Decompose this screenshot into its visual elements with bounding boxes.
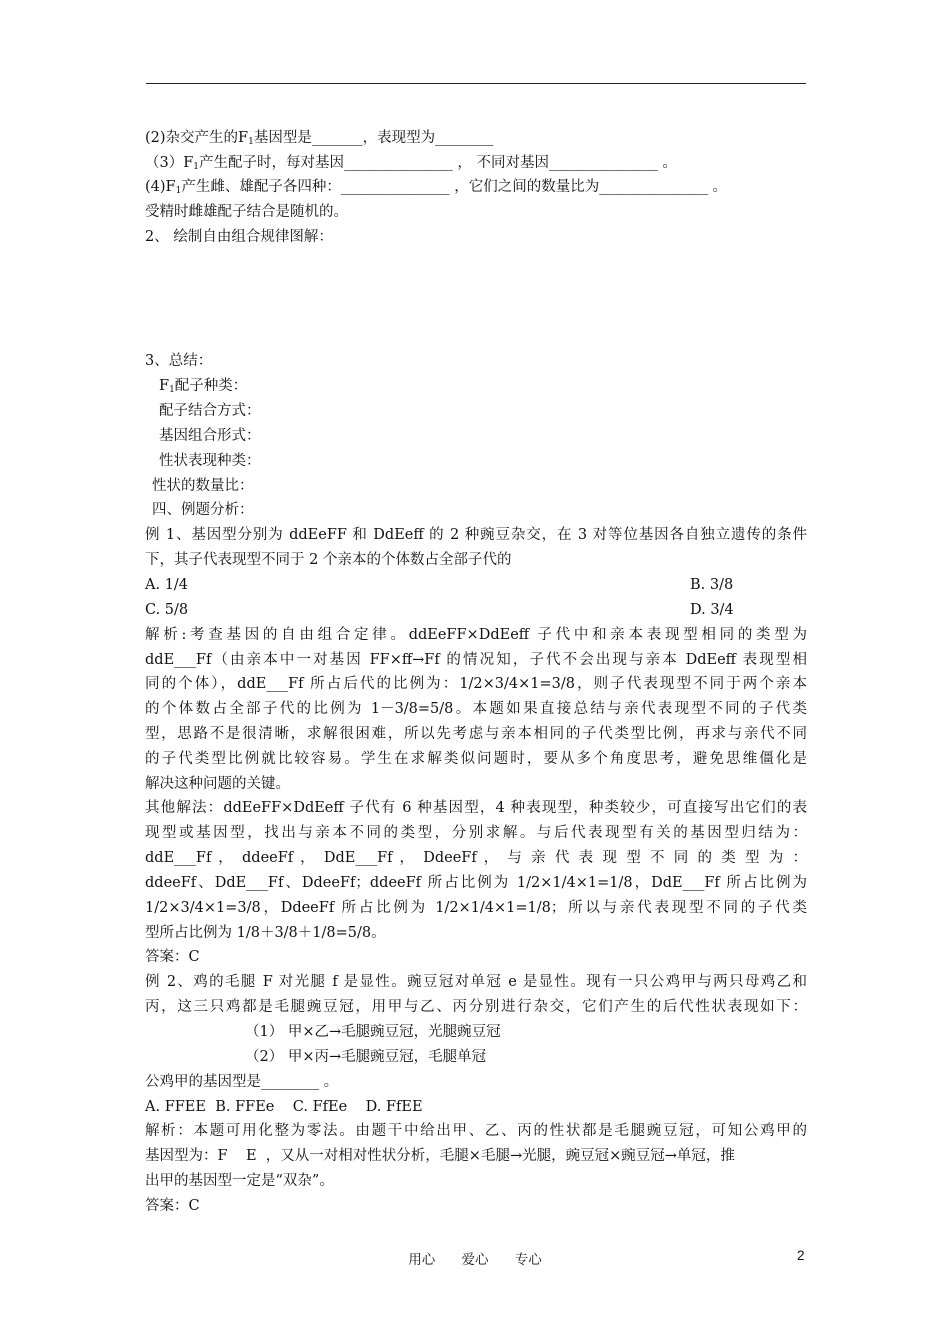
footer-word: 专心 [514,1252,542,1268]
analysis1-line4: 的个体数占全部子代的比例为 1－3/8=5/8。本题如果直接总结与亲代表现型不同的子代类 [145,701,807,717]
example2-question: 公鸡甲的基因型是________ 。 [145,1074,339,1090]
option-a: A. 1/4 [145,577,189,593]
summary-genotype-forms: 基因组合形式： [159,428,261,444]
other-method-line2: 现型或基因型，找出与亲本不同的类型，分别求解。与后代表现型有关的基因型归结为： [145,825,807,841]
other-method-line1: 其他解法：ddEeFF×DdEeff 子代有 6 种基因型，4 种表现型，种类较少，可直接写出它们的表 [145,800,807,816]
analysis1-line3: 同的个体），ddE___Ff 所占后代的比例为：1/2×3/4×1=3/8，则子代表现型不同于两个亲本 [145,676,807,692]
example1-options-row1 [145,575,807,595]
example1-options-row2 [145,600,807,620]
other-method-line4: ddeeFf、DdE___Ff、DdeeFf；ddeeFf 所占比例为 1/2×1/4×1=1/8，DdE___Ff 所占比例为 [145,875,807,891]
example2-line1: 例 2、鸡的毛腿 F 对光腿 f 是显性。豌豆冠对单冠 e 是显性。现有一只公鸡甲与两只母鸡乙和 [145,974,807,990]
summary-phenotype-types: 性状表现种类： [159,453,261,469]
example2-options: A. FFEE B. FFEe C. FfEe D. FfEE [145,1099,423,1115]
answer-1: 答案：C [145,949,200,965]
other-method-line6: 型所占比例为 1/8＋3/8＋1/8=5/8。 [145,925,386,941]
line-section-3: 3、总结： [145,353,213,369]
analysis1-line7: 解决这种问题的关键。 [145,776,290,792]
summary-gamete-types: $F_1$配子种类： [159,378,248,395]
other-method-line3: ddE___Ff ， ddeeFf ， DdE___Ff ， DdeeFf ， 与 亲 代 表 现 型 不 同 的 类 型 为 ： [145,850,807,866]
cross-2: （2） 甲×丙→毛腿豌豆冠，毛腿单冠 [245,1049,487,1065]
cross-1: （1） 甲×乙→毛腿豌豆冠，光腿豌豆冠 [245,1024,501,1040]
line-q2: (2)杂交产生的$F_1$基因型是_______，表现型为________ [145,130,494,147]
line-q3: $(3)F_1$产生配子时，每对基因_______________ ， 不同对基因_______________ 。 [145,155,677,172]
analysis2-line3: 出甲的基因型一定是“双杂”。 [145,1173,334,1189]
analysis2-line1: 解析：本题可用化整为零法。由题干中给出甲、乙、丙的性状都是毛腿豌豆冠，可知公鸡甲的 [145,1123,807,1139]
other-method-line5: 1/2×3/4×1=3/8，DdeeFf 所占比例为 1/2×1/4×1=1/8；所以与亲代表现型不同的子代类 [145,900,807,916]
answer-2: 答案：C [145,1198,200,1214]
summary-combination: 配子结合方式： [159,403,261,419]
header-rule [146,83,806,84]
page-number: 2 [797,1248,805,1263]
footer-word: 用心 [408,1252,436,1268]
summary-ratio: 性状的数量比： [152,478,254,494]
option-b: B. 3/8 [690,577,734,593]
analysis1-line5: 型，思路不是很清晰，求解很困难，所以先考虑与亲本相同的子代类型比例，再求与亲代不同 [145,726,807,742]
line-section-2: 2、 绘制自由组合规律图解： [145,229,333,245]
example1-line1: 例 1、基因型分别为 ddEeFF 和 DdEeff 的 2 种豌豆杂交，在 3 对等位基因各自独立遗传的条件 [145,527,807,543]
analysis2-line2: 基因型为：F E ，又从一对相对性状分析，毛腿×毛腿→光腿，豌豆冠×豌豆冠→单冠，推 [145,1148,735,1164]
line-fertilization: 受精时雌雄配子结合是随机的。 [145,204,348,220]
analysis1-line1: 解析:考查基因的自由组合定律。ddEeFF×DdEeff 子代中和亲本表现型相同的类型为 [145,627,807,643]
line-q4: $(4)F_1$产生雌、雄配子各四种：_______________ ，它们之间的数量比为_______________ 。 [145,179,728,196]
page-footer [0,1248,950,1268]
option-c: C. 5/8 [145,602,189,618]
option-d: D. 3/4 [690,602,734,618]
analysis1-line6: 的子代类型比例就比较容易。学生在求解类似问题时，要从多个角度思考，避免思维僵化是 [145,751,807,767]
footer-word: 爱心 [461,1252,489,1268]
example2-line2: 丙，这三只鸡都是毛腿豌豆冠，用甲与乙、丙分别进行杂交，它们产生的后代性状表现如下： [145,999,807,1015]
section-4-heading: 四、例题分析： [152,502,254,518]
analysis1-line2: ddE___Ff（由亲本中一对基因 FF×ff→Ff 的情况知，子代不会出现与亲本 DdEeff 表现型相 [145,652,807,668]
example1-line2: 下，其子代表现型不同于 2 个亲本的个体数占全部子代的 [145,552,512,568]
